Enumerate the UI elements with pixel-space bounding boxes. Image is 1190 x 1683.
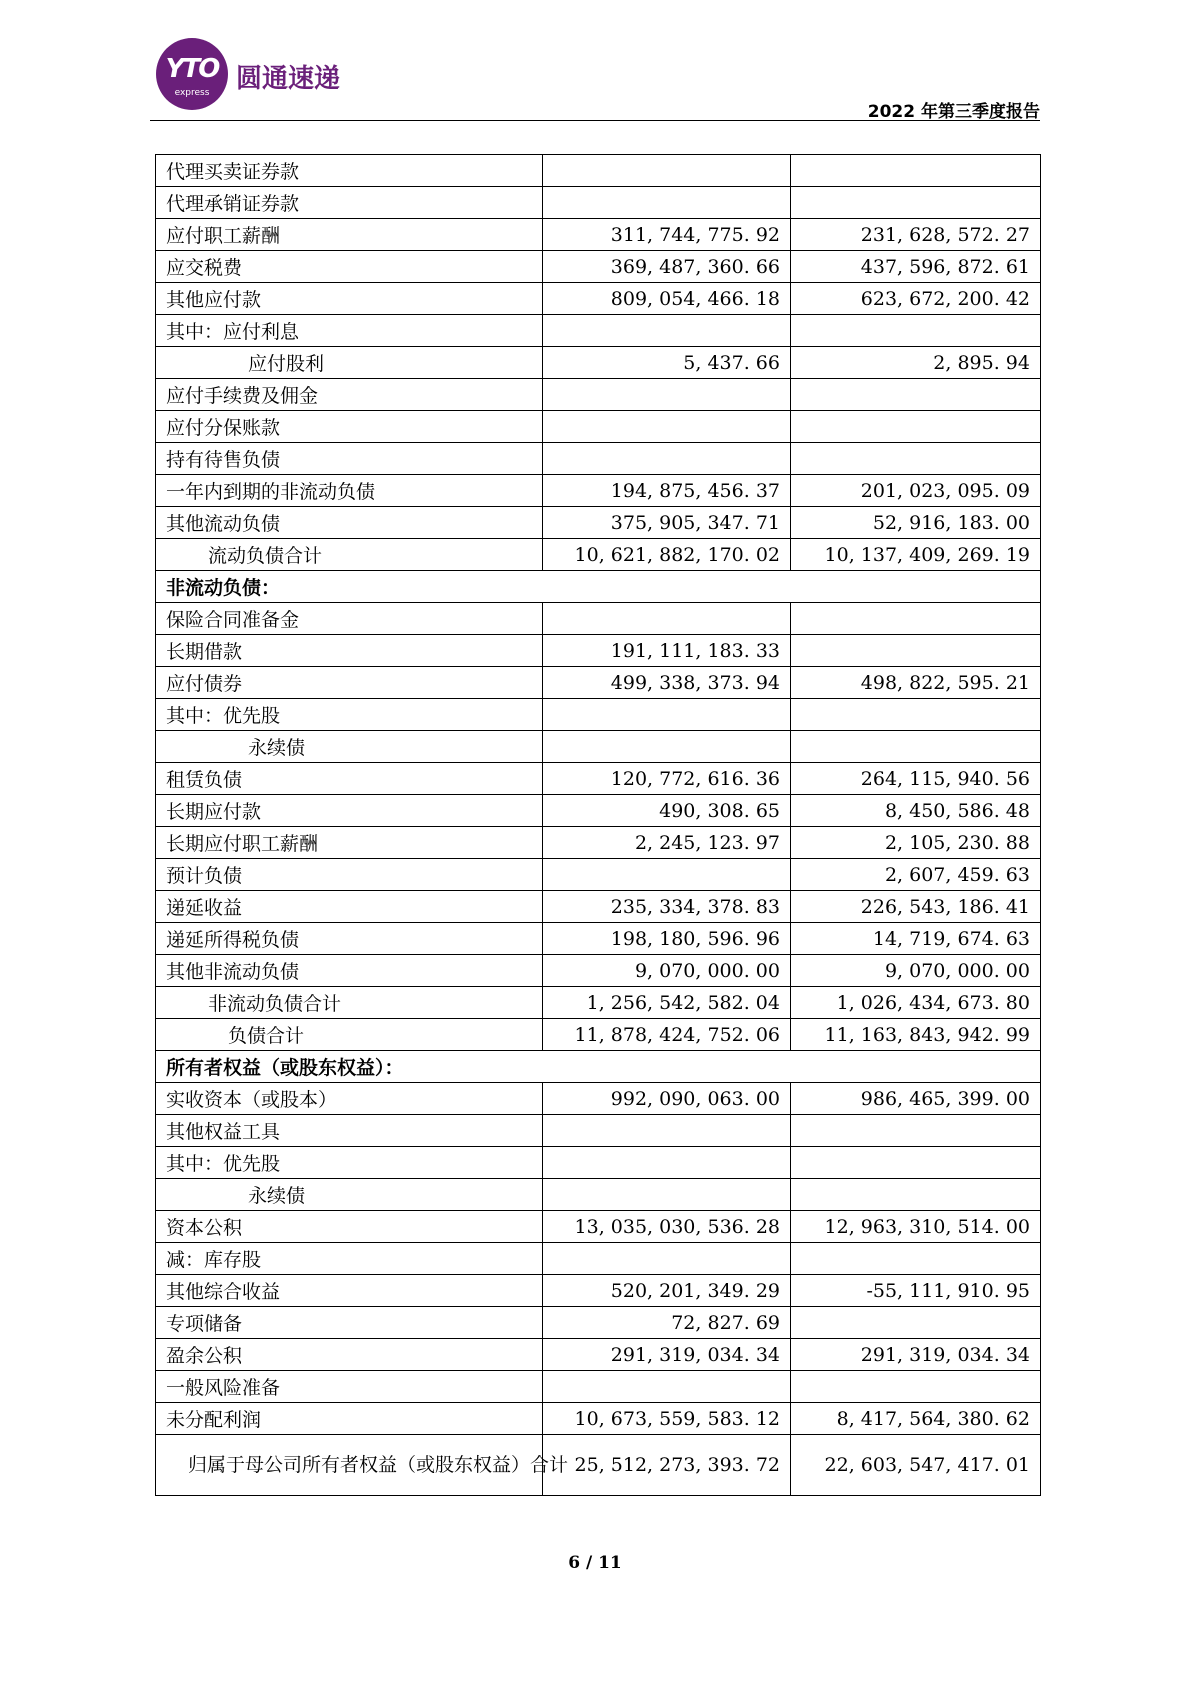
prior-period-value: [791, 187, 1041, 219]
current-period-value: [543, 1243, 791, 1275]
row-label: 应付股利: [156, 347, 543, 379]
current-period-value: 194, 875, 456. 37: [543, 475, 791, 507]
current-period-value: [543, 1115, 791, 1147]
row-label: 专项储备: [156, 1307, 543, 1339]
current-period-value: 490, 308. 65: [543, 795, 791, 827]
current-period-value: 9, 070, 000. 00: [543, 955, 791, 987]
row-label: 长期应付职工薪酬: [156, 827, 543, 859]
prior-period-value: 9, 070, 000. 00: [791, 955, 1041, 987]
current-period-value: [543, 731, 791, 763]
current-period-value: 25, 512, 273, 393. 72: [543, 1435, 791, 1496]
prior-period-value: 201, 023, 095. 09: [791, 475, 1041, 507]
prior-period-value: 10, 137, 409, 269. 19: [791, 539, 1041, 571]
table-row: [156, 1179, 1041, 1211]
current-period-value: [543, 1147, 791, 1179]
table-row: [156, 251, 1041, 283]
row-label: 代理买卖证券款: [156, 155, 543, 187]
total-row: [156, 1019, 1041, 1051]
table-row: [156, 1275, 1041, 1307]
current-period-value: 375, 905, 347. 71: [543, 507, 791, 539]
row-label: 其中：优先股: [156, 699, 543, 731]
report-title: 2022 年第三季度报告: [867, 102, 1040, 122]
current-period-value: 499, 338, 373. 94: [543, 667, 791, 699]
table-row: [156, 891, 1041, 923]
row-label: 递延收益: [156, 891, 543, 923]
section-header: 所有者权益（或股东权益）：: [156, 1051, 1041, 1083]
row-label: 其中：应付利息: [156, 315, 543, 347]
section-header-row: [156, 1051, 1041, 1083]
table-row: [156, 1371, 1041, 1403]
row-label: 未分配利润: [156, 1403, 543, 1435]
table-row: [156, 763, 1041, 795]
row-label: 应付债券: [156, 667, 543, 699]
row-label: 其他综合收益: [156, 1275, 543, 1307]
row-label: 其他流动负债: [156, 507, 543, 539]
current-period-value: 10, 621, 882, 170. 02: [543, 539, 791, 571]
table-row: [156, 1307, 1041, 1339]
row-label: 长期借款: [156, 635, 543, 667]
prior-period-value: [791, 699, 1041, 731]
row-label: 持有待售负债: [156, 443, 543, 475]
table-row: [156, 859, 1041, 891]
section-header-row: [156, 571, 1041, 603]
row-label: 一年内到期的非流动负债: [156, 475, 543, 507]
prior-period-value: 498, 822, 595. 21: [791, 667, 1041, 699]
current-period-value: [543, 379, 791, 411]
row-label: 预计负债: [156, 859, 543, 891]
table-row: [156, 955, 1041, 987]
prior-period-value: [791, 1179, 1041, 1211]
logo-mark: YTO: [165, 54, 219, 84]
current-period-value: 191, 111, 183. 33: [543, 635, 791, 667]
row-label: 减：库存股: [156, 1243, 543, 1275]
prior-period-value: 231, 628, 572. 27: [791, 219, 1041, 251]
row-label: 应付分保账款: [156, 411, 543, 443]
table-row: [156, 1147, 1041, 1179]
prior-period-value: [791, 1115, 1041, 1147]
current-period-value: 198, 180, 596. 96: [543, 923, 791, 955]
prior-period-value: 226, 543, 186. 41: [791, 891, 1041, 923]
table-row: [156, 795, 1041, 827]
table-row: [156, 1211, 1041, 1243]
row-label: 应付手续费及佣金: [156, 379, 543, 411]
current-period-value: [543, 699, 791, 731]
row-label: 代理承销证券款: [156, 187, 543, 219]
current-period-value: 992, 090, 063. 00: [543, 1083, 791, 1115]
prior-period-value: 437, 596, 872. 61: [791, 251, 1041, 283]
current-period-value: 369, 487, 360. 66: [543, 251, 791, 283]
current-period-value: 235, 334, 378. 83: [543, 891, 791, 923]
row-label: 其他应付款: [156, 283, 543, 315]
table-row: [156, 635, 1041, 667]
prior-period-value: 11, 163, 843, 942. 99: [791, 1019, 1041, 1051]
row-label: 其他非流动负债: [156, 955, 543, 987]
logo-badge: [156, 38, 228, 110]
prior-period-value: [791, 315, 1041, 347]
prior-period-value: [791, 443, 1041, 475]
current-period-value: 1, 256, 542, 582. 04: [543, 987, 791, 1019]
table-row: [156, 155, 1041, 187]
table-row: [156, 411, 1041, 443]
current-period-value: [543, 187, 791, 219]
current-period-value: 2, 245, 123. 97: [543, 827, 791, 859]
current-period-value: [543, 1179, 791, 1211]
prior-period-value: 264, 115, 940. 56: [791, 763, 1041, 795]
prior-period-value: 8, 450, 586. 48: [791, 795, 1041, 827]
prior-period-value: -55, 111, 910. 95: [791, 1275, 1041, 1307]
prior-period-value: 52, 916, 183. 00: [791, 507, 1041, 539]
table-row: [156, 1403, 1041, 1435]
prior-period-value: [791, 1147, 1041, 1179]
prior-period-value: 8, 417, 564, 380. 62: [791, 1403, 1041, 1435]
row-label: 负债合计: [156, 1019, 543, 1051]
current-period-value: 13, 035, 030, 536. 28: [543, 1211, 791, 1243]
balance-sheet-table: [155, 154, 1041, 1496]
prior-period-value: [791, 1307, 1041, 1339]
row-label: 递延所得税负债: [156, 923, 543, 955]
current-period-value: 10, 673, 559, 583. 12: [543, 1403, 791, 1435]
table-row: [156, 1083, 1041, 1115]
row-label: 非流动负债合计: [156, 987, 543, 1019]
prior-period-value: 12, 963, 310, 514. 00: [791, 1211, 1041, 1243]
prior-period-value: [791, 155, 1041, 187]
prior-period-value: [791, 379, 1041, 411]
prior-period-value: 623, 672, 200. 42: [791, 283, 1041, 315]
prior-period-value: 2, 105, 230. 88: [791, 827, 1041, 859]
table-row: [156, 347, 1041, 379]
table-row: [156, 1115, 1041, 1147]
current-period-value: [543, 859, 791, 891]
current-period-value: [543, 155, 791, 187]
subtotal-row: [156, 539, 1041, 571]
table-row: [156, 667, 1041, 699]
prior-period-value: [791, 411, 1041, 443]
table-row: [156, 219, 1041, 251]
section-header: 非流动负债：: [156, 571, 1041, 603]
table-row: [156, 699, 1041, 731]
table-row: [156, 443, 1041, 475]
current-period-value: [543, 315, 791, 347]
prior-period-value: 22, 603, 547, 417. 01: [791, 1435, 1041, 1496]
row-label: 资本公积: [156, 1211, 543, 1243]
row-label: 应付职工薪酬: [156, 219, 543, 251]
prior-period-value: [791, 1371, 1041, 1403]
current-period-value: [543, 603, 791, 635]
current-period-value: 809, 054, 466. 18: [543, 283, 791, 315]
current-period-value: 291, 319, 034. 34: [543, 1339, 791, 1371]
row-label: 租赁负债: [156, 763, 543, 795]
table-row: [156, 603, 1041, 635]
logo-company-name: 圆通速递: [236, 64, 341, 94]
row-label: 归属于母公司所有者权益（或股东权益）合计: [156, 1435, 543, 1496]
table-row: [156, 475, 1041, 507]
prior-period-value: 291, 319, 034. 34: [791, 1339, 1041, 1371]
row-label: 长期应付款: [156, 795, 543, 827]
row-label: 一般风险准备: [156, 1371, 543, 1403]
current-period-value: [543, 443, 791, 475]
total-row: [156, 1435, 1041, 1496]
table-row: [156, 1339, 1041, 1371]
current-period-value: 72, 827. 69: [543, 1307, 791, 1339]
table-row: [156, 187, 1041, 219]
table-row: [156, 283, 1041, 315]
current-period-value: 520, 201, 349. 29: [543, 1275, 791, 1307]
current-period-value: 11, 878, 424, 752. 06: [543, 1019, 791, 1051]
company-logo: [156, 38, 356, 118]
current-period-value: 120, 772, 616. 36: [543, 763, 791, 795]
row-label: 永续债: [156, 1179, 543, 1211]
current-period-value: 311, 744, 775. 92: [543, 219, 791, 251]
table-row: [156, 827, 1041, 859]
subtotal-row: [156, 987, 1041, 1019]
page-number: 6 / 11: [568, 1553, 622, 1573]
prior-period-value: [791, 1243, 1041, 1275]
row-label: 保险合同准备金: [156, 603, 543, 635]
prior-period-value: [791, 635, 1041, 667]
header-divider: [150, 120, 1040, 121]
table-row: [156, 731, 1041, 763]
prior-period-value: [791, 603, 1041, 635]
logo-subtitle: express: [174, 88, 210, 98]
table-row: [156, 379, 1041, 411]
row-label: 实收资本（或股本）: [156, 1083, 543, 1115]
current-period-value: [543, 411, 791, 443]
current-period-value: 5, 437. 66: [543, 347, 791, 379]
prior-period-value: 1, 026, 434, 673. 80: [791, 987, 1041, 1019]
row-label: 应交税费: [156, 251, 543, 283]
row-label: 盈余公积: [156, 1339, 543, 1371]
table-row: [156, 1243, 1041, 1275]
prior-period-value: 2, 607, 459. 63: [791, 859, 1041, 891]
prior-period-value: 986, 465, 399. 00: [791, 1083, 1041, 1115]
row-label: 流动负债合计: [156, 539, 543, 571]
prior-period-value: [791, 731, 1041, 763]
row-label: 永续债: [156, 731, 543, 763]
table-row: [156, 923, 1041, 955]
table-row: [156, 507, 1041, 539]
table-row: [156, 315, 1041, 347]
prior-period-value: 2, 895. 94: [791, 347, 1041, 379]
current-period-value: [543, 1371, 791, 1403]
row-label: 其中：优先股: [156, 1147, 543, 1179]
prior-period-value: 14, 719, 674. 63: [791, 923, 1041, 955]
row-label: 其他权益工具: [156, 1115, 543, 1147]
